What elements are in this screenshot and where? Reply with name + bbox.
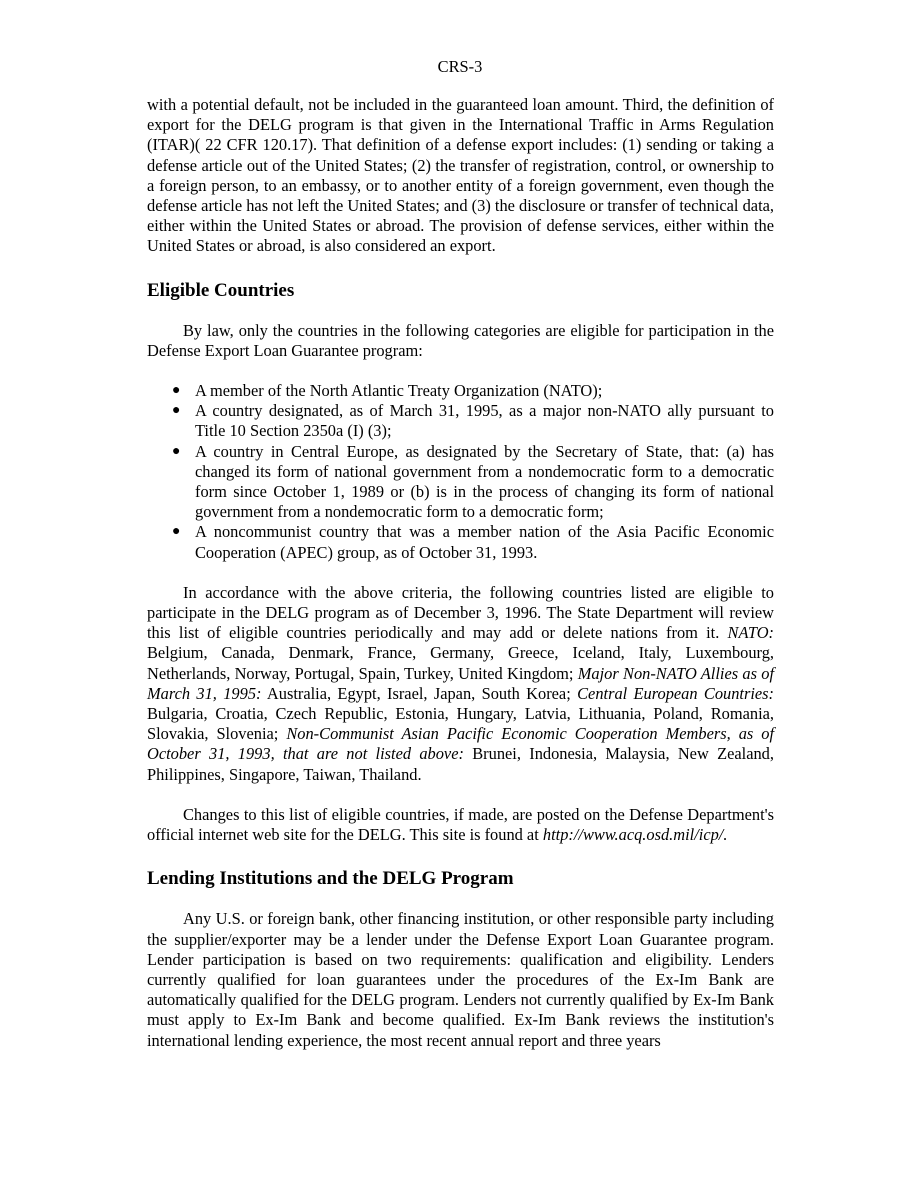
delg-website-link[interactable]: http://www.acq.osd.mil/icp/. — [542, 825, 728, 845]
changes-paragraph — [147, 805, 774, 845]
group-label-nato: NATO: — [727, 623, 774, 643]
group-countries-nato: Belgium, Canada, Denmark, France, Germany, Greece, Iceland, Italy, Luxembourg, Netherlands, Norway, Portugal, Spain, Turkey, United Kingdom; — [147, 643, 774, 683]
criteria-text: In accordance with the above criteria, the following countries listed are eligible to participate in the DELG program as of December 3, 1996. The State Department will review this list of eligible countries periodically and may add or delete nations from it. — [147, 582, 774, 643]
group-countries-apec: Brunei, Indonesia, Malaysia, New Zealand, Philippines, Singapore, Taiwan, Thailand. — [147, 744, 774, 784]
group-label-central-europe: Central European Countries: — [577, 683, 775, 703]
lending-institutions-heading: Lending Institutions and the DELG Program — [147, 868, 514, 890]
list-item: ● A country designated, as of March 31, 1995, as a major non-NATO ally pursuant to Title 10 Section 2350a (I) (3); — [172, 401, 774, 441]
eligible-countries-paragraph — [147, 583, 774, 785]
bullet-icon: ● — [172, 403, 181, 419]
group-label-major-non-nato: Major Non-NATO Allies as of March 31, 1995: — [147, 663, 774, 703]
group-countries-central-europe: Bulgaria, Croatia, Czech Republic, Estonia, Hungary, Latvia, Lithuania, Poland, Romania, Slovakia, Slovenia; — [147, 704, 774, 744]
changes-text: Changes to this list of eligible countries, if made, are posted on the Defense Department's official internet web site for the DELG. This site is found at — [147, 804, 774, 845]
list-item: ● A noncommunist country that was a member nation of the Asia Pacific Economic Cooperation (APEC) group, as of October 31, 1993. — [172, 522, 774, 562]
bullet-icon: ● — [172, 443, 181, 459]
eligibility-intro-paragraph: By law, only the countries in the following categories are eligible for participation in the Defense Export Loan Guarantee program: — [147, 320, 774, 360]
list-item: ● A country in Central Europe, as designated by the Secretary of State, that: (a) has changed its form of national government from a nondemocratic form to a democratic form since October 1, 1989 or (b) is in the process of changing its form of national government from a nondemocratic form to a democratic form; — [172, 441, 774, 522]
page-body — [147, 95, 774, 1051]
group-countries-major-non-nato: Australia, Egypt, Israel, Japan, South Korea; — [266, 683, 571, 703]
bullet-icon: ● — [172, 524, 181, 540]
list-item: ● A member of the North Atlantic Treaty Organization (NATO); — [172, 381, 603, 401]
lending-paragraph: Any U.S. or foreign bank, other financing institution, or other responsible party including the supplier/exporter may be a lender under the Defense Export Loan Guarantee program. Lender participation is based on two requirements: qualification and eligibility. Lenders currently qualified for loan guarantees under the procedures of the Ex-Im Bank are automatically qualified for the DELG program. Lenders not currently qualified by Ex-Im Bank must apply to Ex-Im Bank and become qualified. Ex-Im Bank reviews the institution's international lending experience, the most recent annual report and three years — [147, 909, 774, 1050]
group-label-apec: Non-Communist Asian Pacific Economic Cooperation Members, as of October 31, 1993, that are not listed above: — [147, 724, 774, 764]
intro-paragraph: with a potential default, not be included in the guaranteed loan amount. Third, the definition of export for the DELG program is that given in the International Traffic in Arms Regulation (ITAR)( 22 CFR 120.17). That definition of a defense export includes: (1) sending or taking a defense article out of the United States; (2) the transfer of registration, control, or ownership to a foreign person, to an embassy, or to another entity of a foreign government, even though the defense article has not left the United States; and (3) the disclosure or transfer of technical data, either within the United States or abroad. The provision of defense services, either within the United States or abroad, is also considered an export. — [147, 95, 774, 256]
bullet-icon: ● — [172, 383, 181, 399]
eligibility-criteria-list — [147, 381, 774, 563]
page-header: CRS-3 — [437, 57, 483, 76]
eligible-countries-heading: Eligible Countries — [147, 279, 295, 301]
